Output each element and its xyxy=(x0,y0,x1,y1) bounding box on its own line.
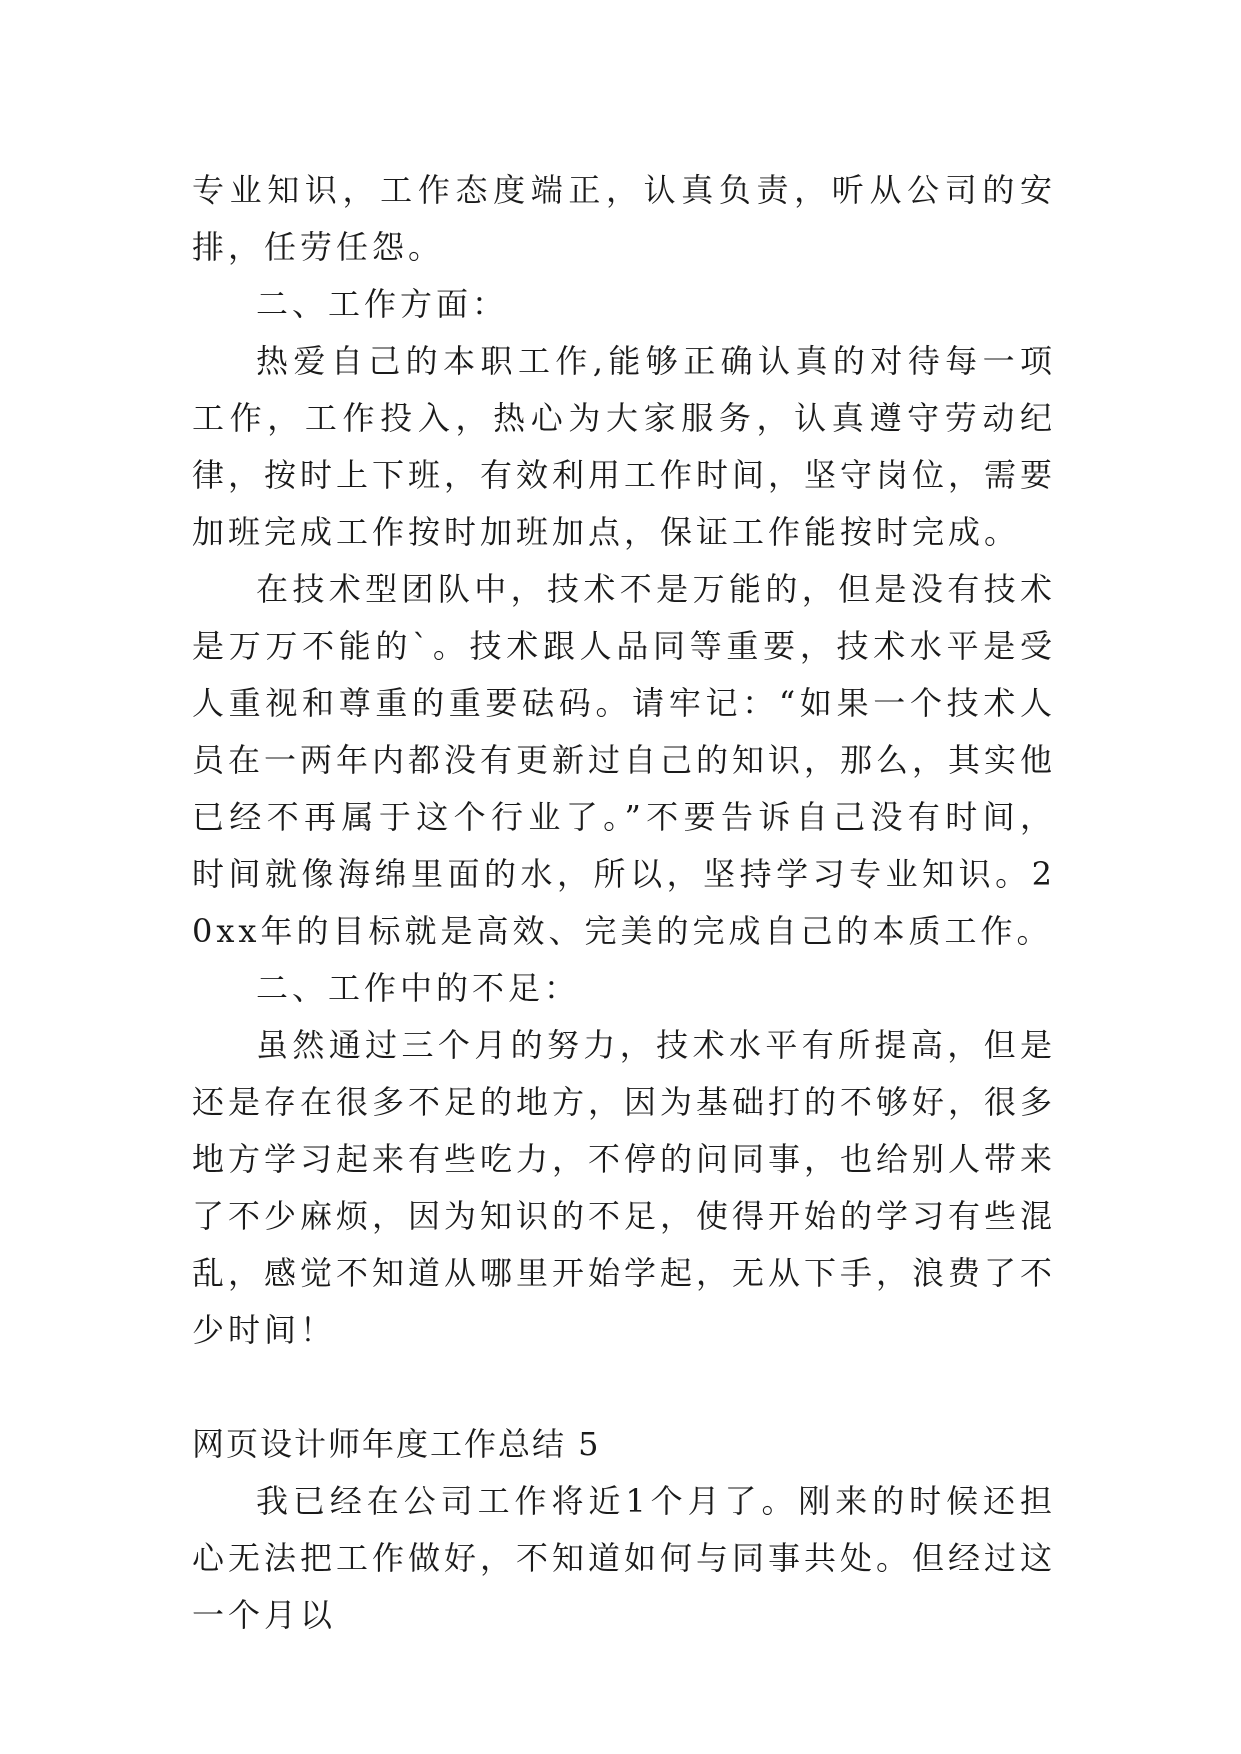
paragraph-work-attitude: 热爱自己的本职工作,能够正确认真的对待每一项工作，工作投入，热心为大家服务，认真遵守劳动纪律，按时上下班，有效利用工作时间，坚守岗位，需要加班完成工作按时加班加点，保证工作能按时完成。 xyxy=(192,342,1057,551)
paragraph-section-intro: 我已经在公司工作将近1个月了。刚来的时候还担心无法把工作做好，不知道如何与同事共处。但经过这一个月以 xyxy=(192,1482,1057,1634)
document-body xyxy=(192,162,1056,1644)
heading-work-aspects: 二、工作方面： xyxy=(256,285,509,323)
section-gap xyxy=(192,1359,1056,1416)
paragraph-technical-team: 在技术型团队中，技术不是万能的，但是没有技术是万万不能的`。技术跟人品同等重要，技术水平是受人重视和尊重的重要砝码。请牢记：“如果一个技术人员在一两年内都没有更新过自己的知识，那么，其实他已经不再属于这个行业了。”不要告诉自己没有时间，时间就像海绵里面的水，所以，坚持学习专业知识。20xx年的目标就是高效、完美的完成自己的本质工作。 xyxy=(192,570,1057,950)
heading-shortcomings: 二、工作中的不足： xyxy=(256,969,581,1007)
paragraph-shortcomings: 虽然通过三个月的努力，技术水平有所提高，但是还是存在很多不足的地方，因为基础打的不够好，很多地方学习起来有些吃力，不停的问同事，也给别人带来了不少麻烦，因为知识的不足，使得开始的学习有些混乱，感觉不知道从哪里开始学起，无从下手，浪费了不少时间！ xyxy=(192,1026,1057,1349)
paragraph-continued: 专业知识，工作态度端正，认真负责，听从公司的安排，任劳任怨。 xyxy=(192,171,1056,266)
section-title: 网页设计师年度工作总结 5 xyxy=(192,1425,601,1463)
